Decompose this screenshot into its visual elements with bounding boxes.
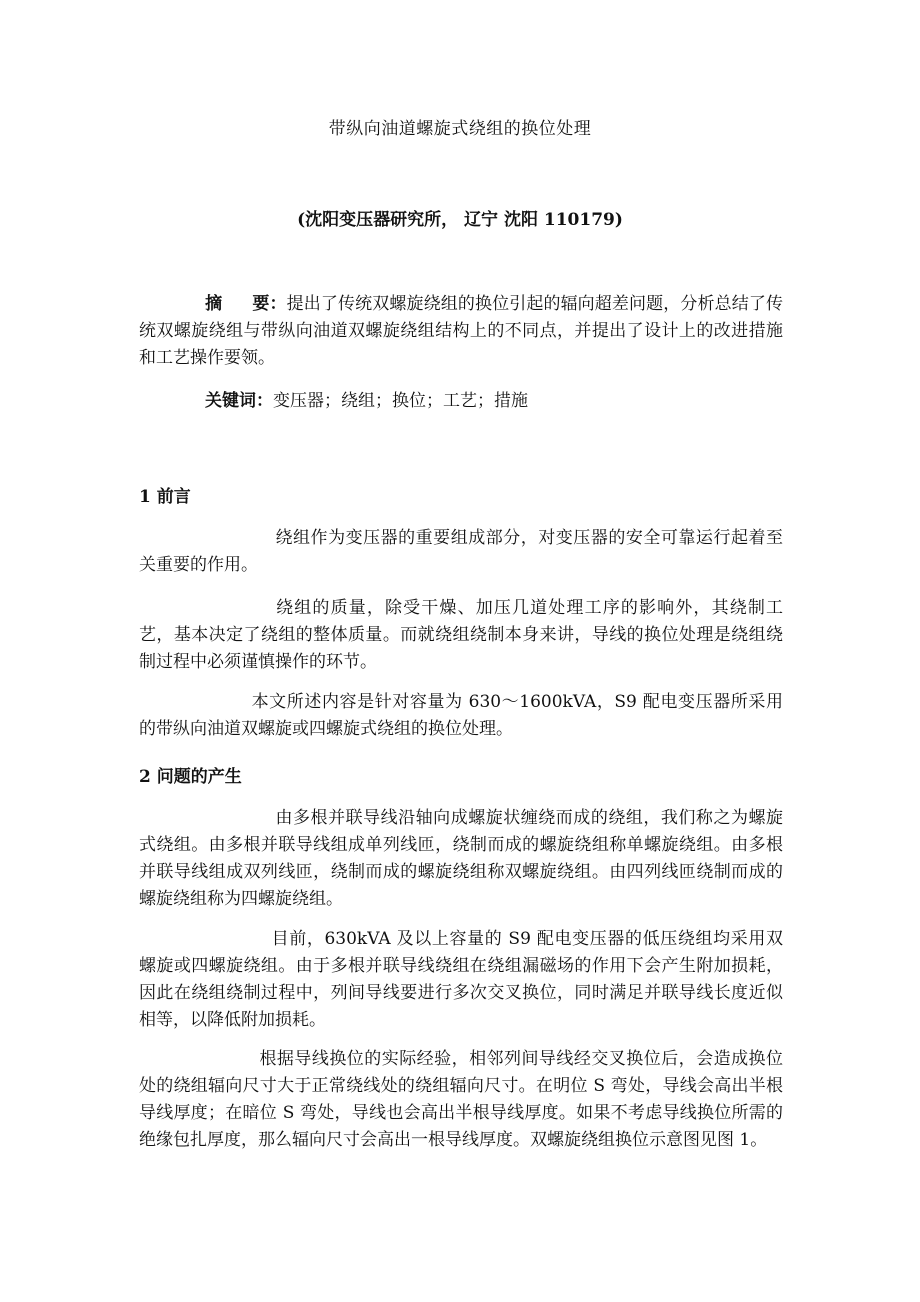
affiliation: (沈阳变压器研究所， 辽宁 沈阳 110179)	[297, 210, 623, 230]
paragraph	[139, 1046, 783, 1154]
keywords	[139, 388, 783, 415]
paragraph-text: 根据导线换位的实际经验，相邻列间导线经交叉换位后，会造成换位处的绕组辐向尺寸大于正常绕线处的绕组辐向尺寸。在明位 S 弯处，导线会高出半根导线厚度；在暗位 S 弯处，导线也会高出半根导线厚度。如果不考虑导线换位所需的绝缘包扎厚度，那么辐向尺寸会高出一根导线厚度。双螺旋绕组换位示意图见图 1。	[139, 1049, 783, 1150]
paragraph	[139, 525, 783, 579]
keywords-text: 变压器；绕组；换位；工艺；措施	[273, 391, 528, 411]
abstract-text: 提出了传统双螺旋绕组的换位引起的辐向超差问题，分析总结了传统双螺旋绕组与带纵向油道双螺旋绕组结构上的不同点，并提出了设计上的改进措施和工艺操作要领。	[139, 294, 784, 368]
paragraph	[139, 926, 783, 1034]
paragraph-text: 绕组作为变压器的重要组成部分，对变压器的安全可靠运行起着至关重要的作用。	[139, 528, 783, 575]
document-title: 带纵向油道螺旋式绕组的换位处理	[328, 119, 592, 139]
abstract	[139, 291, 783, 372]
section-heading-2: 2 问题的产生	[139, 767, 242, 787]
abstract-label-1: 摘	[205, 294, 223, 314]
paragraph	[139, 805, 783, 913]
keywords-label: 关键词：	[205, 391, 273, 411]
paragraph	[139, 689, 783, 743]
paragraph-text: 目前，630kVA 及以上容量的 S9 配电变压器的低压绕组均采用双螺旋或四螺旋绕组。由于多根并联导线绕组在绕组漏磁场的作用下会产生附加损耗，因此在绕组绕制过程中，列间导线要进行多次交叉换位，同时满足并联导线长度近似相等，以降低附加损耗。	[139, 929, 783, 1030]
abstract-label-2: 要：	[252, 294, 287, 314]
paragraph-text: 由多根并联导线沿轴向成螺旋状缠绕而成的绕组，我们称之为螺旋式绕组。由多根并联导线组成单列线匝，绕制而成的螺旋绕组称单螺旋绕组。由多根并联导线组成双列线匝，绕制而成的螺旋绕组称双螺旋绕组。由四列线匝绕制而成的螺旋绕组称为四螺旋绕组。	[139, 808, 783, 909]
paragraph-text: 本文所述内容是针对容量为 630～1600kVA，S9 配电变压器所采用的带纵向油道双螺旋或四螺旋式绕组的换位处理。	[139, 692, 783, 739]
paragraph	[139, 595, 783, 676]
paragraph-text: 绕组的质量，除受干燥、加压几道处理工序的影响外，其绕制工艺，基本决定了绕组的整体质量。而就绕组绕制本身来讲，导线的换位处理是绕组绕制过程中必须谨慎操作的环节。	[139, 598, 783, 672]
section-heading-1: 1 前言	[139, 487, 191, 507]
